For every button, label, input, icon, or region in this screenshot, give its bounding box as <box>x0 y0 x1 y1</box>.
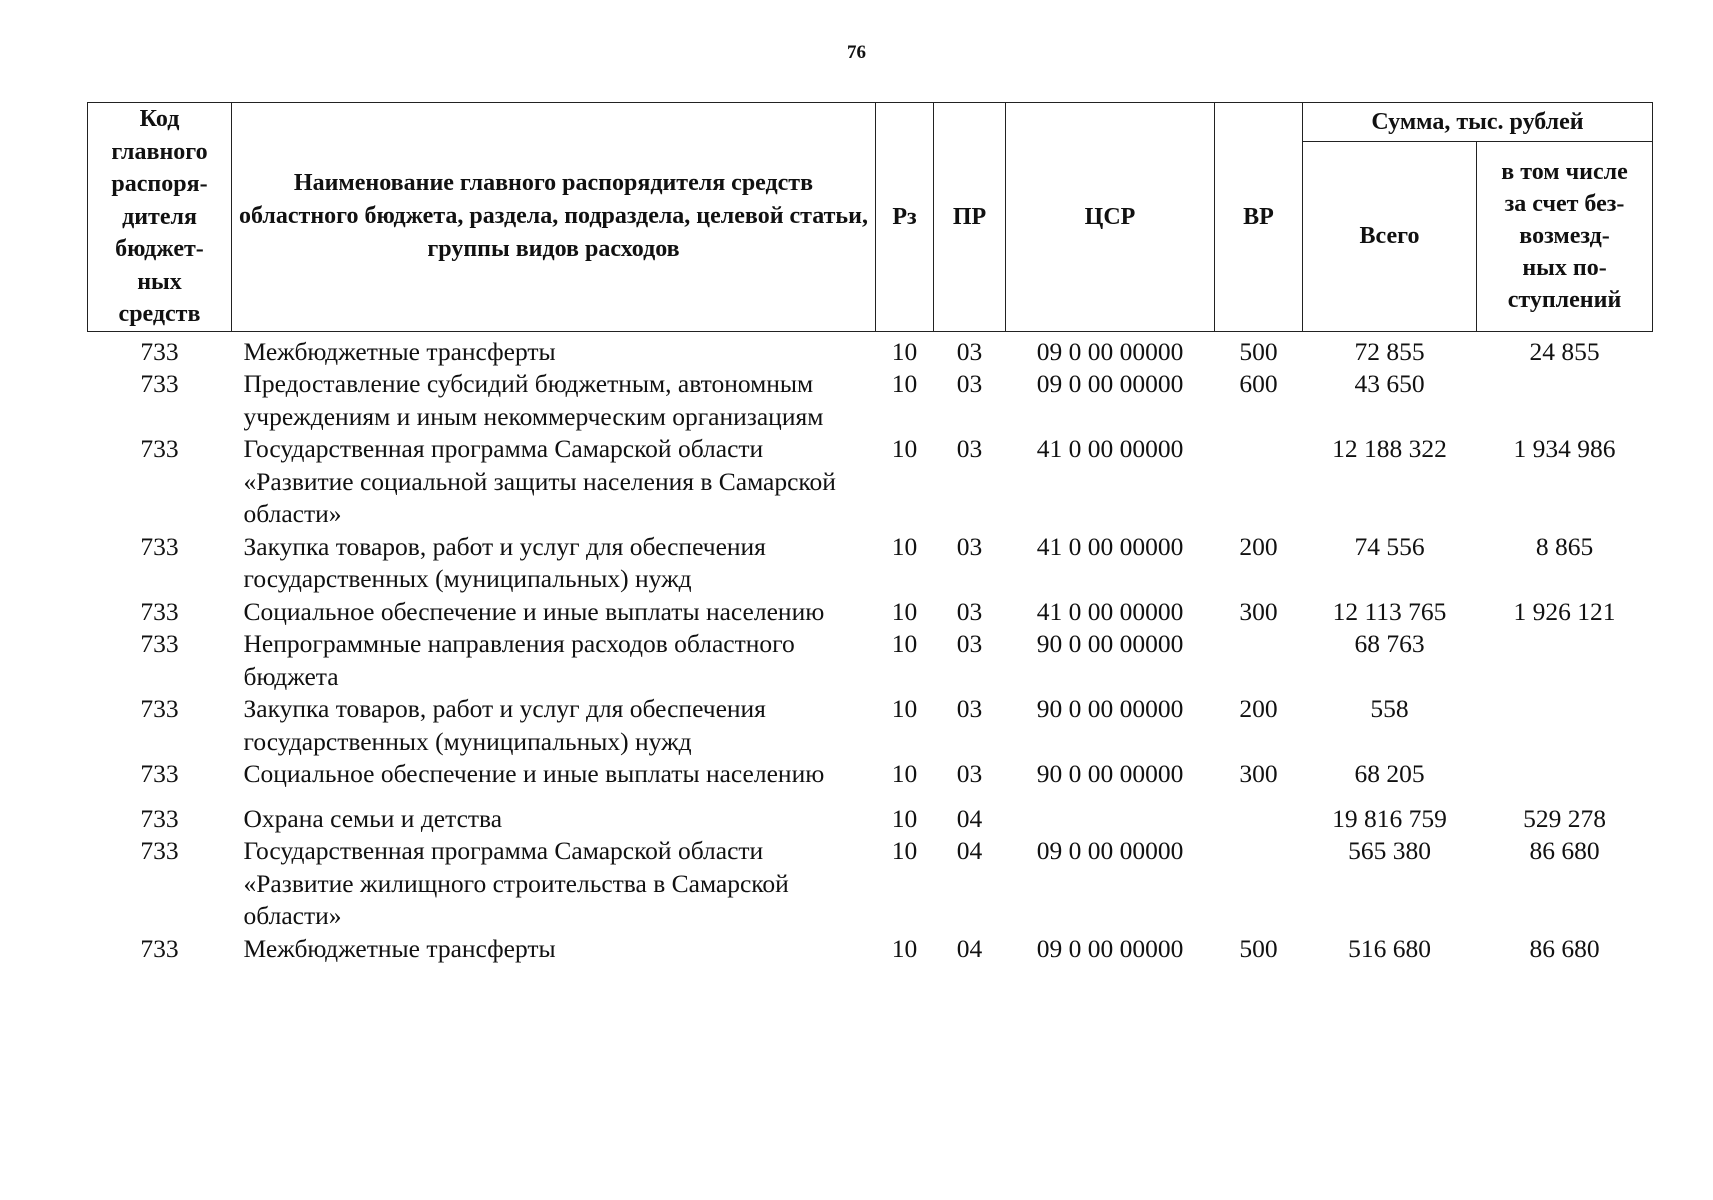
cell-vr: 500 <box>1239 336 1278 366</box>
cell-name: Закупка товаров, работ и услуг для обеспечения государственных (муниципальных) нужд <box>243 694 766 756</box>
cell-name: Социальное обеспечение и иные выплаты населению <box>243 759 825 788</box>
cell-pr: 03 <box>956 596 983 626</box>
cell-free <box>1477 758 1653 791</box>
table-row <box>88 433 1653 531</box>
cell-pr: 03 <box>956 369 983 398</box>
cell-vr: 300 <box>1239 596 1278 626</box>
cell-total: 565 380 <box>1348 836 1431 865</box>
table-row <box>88 596 1653 629</box>
cell-code: 733 <box>140 694 179 723</box>
header-name: Наименование главного распорядителя средств областного бюджета, раздела, подраздела, целевой статьи, группы видов расходов <box>232 103 876 332</box>
cell-total: 43 650 <box>1354 369 1425 398</box>
cell-csr: 09 0 00 00000 <box>1036 369 1184 398</box>
cell-free <box>1477 693 1653 758</box>
cell-total: 68 205 <box>1354 759 1425 788</box>
cell-total: 516 680 <box>1348 933 1431 963</box>
header-free: в том числе за счет без- возмезд- ных по- ступлений <box>1477 142 1653 332</box>
header-sum: Сумма, тыс. рублей <box>1303 103 1653 142</box>
cell-total: 72 855 <box>1354 336 1425 366</box>
cell-name: Охрана семьи и детства <box>243 803 503 833</box>
cell-name: Государственная программа Самарской области «Развитие социальной защиты населения в Самарской области» <box>243 434 836 528</box>
cell-name: Межбюджетные трансферты <box>243 336 556 366</box>
table-row <box>88 331 1653 368</box>
cell-rz: 10 <box>891 369 918 398</box>
table-row <box>88 758 1653 791</box>
cell-vr <box>1215 835 1303 933</box>
cell-code: 733 <box>140 836 179 865</box>
cell-csr: 90 0 00 00000 <box>1036 694 1184 723</box>
header-rz: Рз <box>876 103 934 332</box>
cell-code: 733 <box>140 596 179 626</box>
cell-csr: 41 0 00 00000 <box>1036 434 1184 463</box>
cell-total: 12 113 765 <box>1332 596 1447 626</box>
cell-pr: 03 <box>956 531 983 561</box>
cell-name: Государственная программа Самарской области «Развитие жилищного строительства в Самарской области» <box>243 836 789 930</box>
cell-code: 733 <box>140 531 179 561</box>
budget-table <box>87 102 1653 965</box>
cell-pr: 03 <box>956 629 983 658</box>
budget-table-container <box>87 102 1652 965</box>
cell-name: Социальное обеспечение и иные выплаты населению <box>243 596 825 626</box>
cell-free: 8 865 <box>1535 531 1594 561</box>
cell-total: 19 816 759 <box>1332 803 1447 833</box>
table-row <box>88 693 1653 758</box>
cell-rz: 10 <box>891 596 918 626</box>
cell-free: 86 680 <box>1529 836 1600 865</box>
header-csr: ЦСР <box>1006 103 1215 332</box>
cell-pr: 04 <box>956 803 983 833</box>
cell-vr: 200 <box>1239 694 1278 723</box>
cell-name: Предоставление субсидий бюджетным, автономным учреждениям и иным некоммерческим организациям <box>243 369 824 431</box>
cell-code: 733 <box>140 759 179 788</box>
cell-vr <box>1215 433 1303 531</box>
cell-vr <box>1215 628 1303 693</box>
header-vr: ВР <box>1215 103 1303 332</box>
cell-free: 529 278 <box>1523 803 1606 833</box>
cell-name: Закупка товаров, работ и услуг для обеспечения государственных (муниципальных) нужд <box>243 531 766 593</box>
cell-free <box>1477 368 1653 433</box>
cell-total: 558 <box>1370 694 1409 723</box>
cell-rz: 10 <box>891 629 918 658</box>
cell-csr: 09 0 00 00000 <box>1036 933 1184 963</box>
table-row <box>88 791 1653 836</box>
cell-free: 1 926 121 <box>1513 596 1616 626</box>
cell-pr: 03 <box>956 694 983 723</box>
cell-code: 733 <box>140 803 179 833</box>
cell-pr: 04 <box>956 933 983 963</box>
cell-pr: 03 <box>956 336 983 366</box>
cell-csr: 41 0 00 00000 <box>1036 531 1184 561</box>
table-header <box>88 103 1653 332</box>
cell-csr: 90 0 00 00000 <box>1036 629 1184 658</box>
cell-rz: 10 <box>891 531 918 561</box>
cell-vr: 600 <box>1239 369 1278 398</box>
cell-code: 733 <box>140 629 179 658</box>
cell-rz: 10 <box>891 759 918 788</box>
cell-rz: 10 <box>891 836 918 865</box>
cell-pr: 04 <box>956 836 983 865</box>
cell-rz: 10 <box>891 803 918 833</box>
cell-pr: 03 <box>956 434 983 463</box>
cell-vr: 200 <box>1239 531 1278 561</box>
page-number: 76 <box>847 42 866 63</box>
cell-csr: 90 0 00 00000 <box>1036 759 1184 788</box>
cell-code: 733 <box>140 933 179 963</box>
cell-free: 1 934 986 <box>1513 434 1616 463</box>
cell-name: Межбюджетные трансферты <box>243 933 556 963</box>
table-row <box>88 835 1653 933</box>
cell-total: 68 763 <box>1354 629 1425 658</box>
cell-rz: 10 <box>891 933 918 963</box>
cell-free: 86 680 <box>1529 933 1600 963</box>
cell-code: 733 <box>140 369 179 398</box>
table-body <box>88 331 1653 965</box>
cell-rz: 10 <box>891 694 918 723</box>
cell-total: 12 188 322 <box>1332 434 1447 463</box>
cell-rz: 10 <box>891 434 918 463</box>
table-row <box>88 933 1653 966</box>
table-row <box>88 531 1653 596</box>
cell-vr <box>1215 791 1303 836</box>
header-pr: ПР <box>934 103 1006 332</box>
table-row <box>88 368 1653 433</box>
cell-free <box>1477 628 1653 693</box>
cell-free: 24 855 <box>1529 336 1600 366</box>
header-code: Код главного распоря- дителя бюджет- ных средств <box>88 103 232 332</box>
cell-csr: 09 0 00 00000 <box>1036 836 1184 865</box>
cell-vr: 300 <box>1239 759 1278 788</box>
cell-vr: 500 <box>1239 933 1278 963</box>
cell-csr: 41 0 00 00000 <box>1036 596 1184 626</box>
table-row <box>88 628 1653 693</box>
cell-csr: 09 0 00 00000 <box>1036 336 1184 366</box>
cell-code: 733 <box>140 434 179 463</box>
header-total: Всего <box>1303 142 1477 332</box>
cell-total: 74 556 <box>1354 531 1425 561</box>
cell-pr: 03 <box>956 759 983 788</box>
cell-rz: 10 <box>891 336 918 366</box>
cell-code: 733 <box>140 336 179 366</box>
cell-name: Непрограммные направления расходов областного бюджета <box>243 629 795 691</box>
cell-csr <box>1006 791 1215 836</box>
